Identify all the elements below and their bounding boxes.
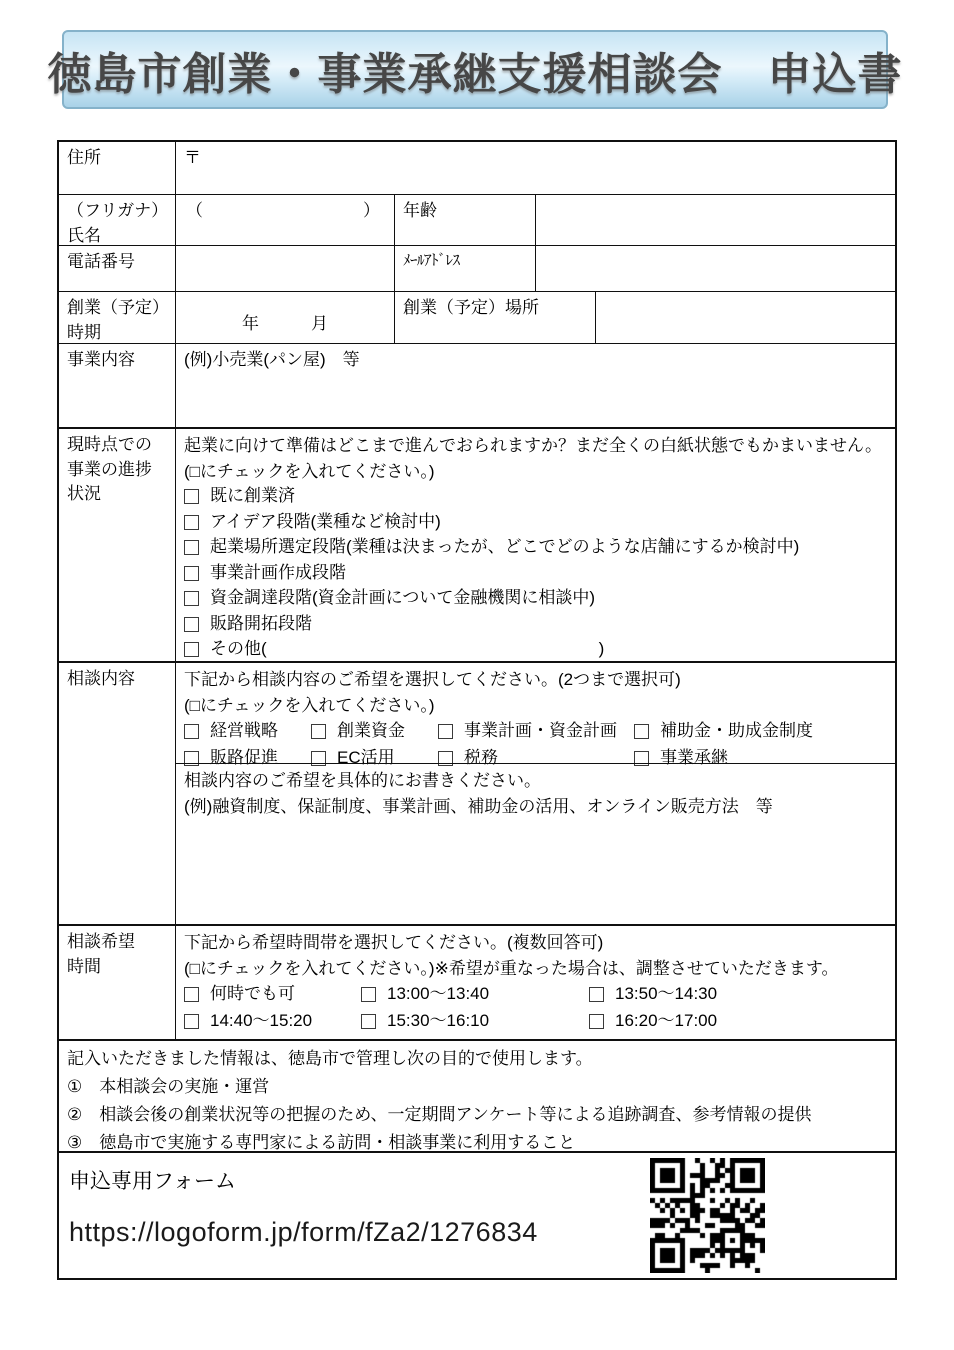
founding-place-label: 創業（予定）場所 xyxy=(394,292,595,343)
checkbox-option[interactable]: 事業計画作成段階 xyxy=(184,561,887,587)
name-row xyxy=(59,194,895,245)
name-label: （フリガナ） 氏名 xyxy=(67,201,169,245)
checkbox-icon[interactable] xyxy=(311,724,326,739)
notes-item: ① 本相談会の実施・運営 xyxy=(67,1077,270,1096)
checkbox-option[interactable]: アイデア段階(業種など検討中) xyxy=(184,510,887,536)
consult-detail-title: 相談内容のご希望を具体的にお書きください。 xyxy=(184,771,541,790)
phone-label: 電話番号 xyxy=(67,252,135,271)
checkbox-icon[interactable] xyxy=(634,724,649,739)
email-label: ﾒｰﾙｱﾄﾞﾚｽ xyxy=(394,246,535,291)
address-input-cell[interactable] xyxy=(175,142,895,194)
checkbox-option[interactable]: 何時でも可 xyxy=(184,982,361,1007)
founding-time-label: 創業（予定） 時期 xyxy=(67,298,169,342)
address-label: 住所 xyxy=(67,148,101,167)
time-row xyxy=(59,924,895,1039)
consult-content xyxy=(175,663,895,924)
checkbox-icon[interactable] xyxy=(184,591,199,606)
notes-item: ③ 徳島市で実施する専門家による訪問・相談事業に利用すること xyxy=(67,1133,576,1151)
time-options-row1 xyxy=(184,981,887,1008)
checkbox-icon[interactable] xyxy=(589,1014,604,1029)
checkbox-option[interactable]: 資金調達段階(資金計画について金融機関に相談中) xyxy=(184,586,887,612)
checkbox-icon[interactable] xyxy=(361,987,376,1002)
checkbox-icon[interactable] xyxy=(184,566,199,581)
checkbox-icon[interactable] xyxy=(184,515,199,530)
checkbox-option[interactable]: 事業計画・資金計画 xyxy=(438,719,634,744)
checkbox-option[interactable]: 事業承継 xyxy=(634,746,887,771)
checkbox-icon[interactable] xyxy=(184,617,199,632)
year-unit: 年 xyxy=(242,314,259,334)
application-form-table xyxy=(57,140,897,1280)
time-options-row2 xyxy=(184,1008,887,1035)
consult-row xyxy=(59,661,895,924)
apply-form-heading: 申込専用フォーム xyxy=(69,1170,236,1193)
checkbox-icon[interactable] xyxy=(184,1014,199,1029)
email-input-cell[interactable] xyxy=(535,246,895,291)
checkbox-option[interactable]: 創業資金 xyxy=(311,719,438,744)
progress-label: 現時点での 事業の進捗 状況 xyxy=(67,435,152,504)
consult-options-section xyxy=(176,663,895,768)
checkbox-option[interactable]: 補助金・助成金制度 xyxy=(634,719,887,744)
time-options-cell xyxy=(175,926,895,1039)
checkbox-icon[interactable] xyxy=(184,987,199,1002)
age-input-cell[interactable] xyxy=(535,195,895,245)
checkbox-option[interactable]: 14:40～15:20 xyxy=(184,1009,361,1034)
checkbox-icon[interactable] xyxy=(438,724,453,739)
progress-row xyxy=(59,427,895,661)
notes-intro: 記入いただきました情報は、徳島市で管理し次の目的で使用します。 xyxy=(67,1049,593,1068)
consult-intro2: (□にチェックを入れてください。) xyxy=(184,695,435,715)
checkbox-icon[interactable] xyxy=(589,987,604,1002)
title-banner xyxy=(47,30,903,109)
checkbox-option[interactable]: 16:20～17:00 xyxy=(589,1009,887,1034)
apply-form-content xyxy=(59,1153,895,1278)
progress-intro2: (□にチェックを入れてください。) xyxy=(184,461,435,481)
consult-options-row1 xyxy=(184,718,887,745)
address-row xyxy=(59,142,895,194)
checkbox-option[interactable]: 13:50～14:30 xyxy=(589,982,887,1007)
checkbox-icon[interactable] xyxy=(184,540,199,555)
checkbox-icon[interactable] xyxy=(361,1014,376,1029)
contact-row xyxy=(59,245,895,291)
privacy-notes-row xyxy=(59,1039,895,1151)
founding-row xyxy=(59,291,895,343)
postal-mark: 〒 xyxy=(184,148,201,167)
age-label: 年齢 xyxy=(394,195,535,245)
checkbox-option[interactable]: EC活用 xyxy=(311,746,438,771)
furigana-input-cell[interactable]: （ ） xyxy=(175,195,394,245)
business-input-cell[interactable] xyxy=(175,344,895,427)
consult-detail-example: (例)融資制度、保証制度、事業計画、補助金の活用、オンライン販売方法 等 xyxy=(184,796,773,816)
checkbox-option[interactable]: 起業場所選定段階(業種は決まったが、どこでどのような店舗にするか検討中) xyxy=(184,535,887,561)
checkbox-option[interactable]: 15:30～16:10 xyxy=(361,1009,589,1034)
time-intro1: 下記から希望時間帯を選択してください。(複数回答可) xyxy=(184,933,604,952)
checkbox-option[interactable]: 税務 xyxy=(438,746,634,771)
business-example: (例)小売業(パン屋) 等 xyxy=(184,350,360,369)
consult-intro1: 下記から相談内容のご希望を選択してください。(2つまで選択可) xyxy=(184,670,681,689)
checkbox-option-other[interactable]: その他( ) xyxy=(184,637,887,661)
founding-place-input-cell[interactable] xyxy=(595,292,895,343)
checkbox-icon[interactable] xyxy=(184,489,199,504)
page-title: 徳島市創業・事業承継支援相談会 申込書 xyxy=(47,49,903,99)
checkbox-option[interactable]: 販路開拓段階 xyxy=(184,612,887,638)
qr-code xyxy=(650,1158,765,1273)
checkbox-option[interactable]: 13:00～13:40 xyxy=(361,982,589,1007)
checkbox-option[interactable]: 販路促進 xyxy=(184,746,311,771)
consult-label: 相談内容 xyxy=(67,669,135,688)
checkbox-icon[interactable] xyxy=(184,724,199,739)
consult-detail-input-cell[interactable] xyxy=(176,763,895,924)
progress-intro1: 起業に向けて準備はどこまで進んでおられますか？まだ全くの白紙状態でもかまいません。 xyxy=(184,436,883,455)
month-unit: 月 xyxy=(311,314,328,334)
business-label: 事業内容 xyxy=(67,350,135,369)
time-intro2: (□にチェックを入れてください。)※希望が重なった場合は、調整させていただきます。 xyxy=(184,958,839,978)
apply-form-url: https://logoform.jp/form/fZa2/1276834 xyxy=(69,1217,538,1248)
privacy-notes xyxy=(59,1041,895,1151)
progress-options-cell xyxy=(175,429,895,661)
founding-time-input-cell[interactable] xyxy=(175,292,394,343)
apply-form-box xyxy=(59,1151,895,1278)
checkbox-option[interactable]: 経営戦略 xyxy=(184,719,311,744)
phone-input-cell[interactable] xyxy=(175,246,394,291)
checkbox-option[interactable]: 既に創業済 xyxy=(184,484,887,510)
business-row xyxy=(59,343,895,427)
time-label: 相談希望 時間 xyxy=(67,932,135,976)
checkbox-icon[interactable] xyxy=(184,642,199,657)
notes-item: ② 相談会後の創業状況等の把握のため、一定期間アンケート等による追跡調査、参考情報の提供 xyxy=(67,1105,812,1124)
